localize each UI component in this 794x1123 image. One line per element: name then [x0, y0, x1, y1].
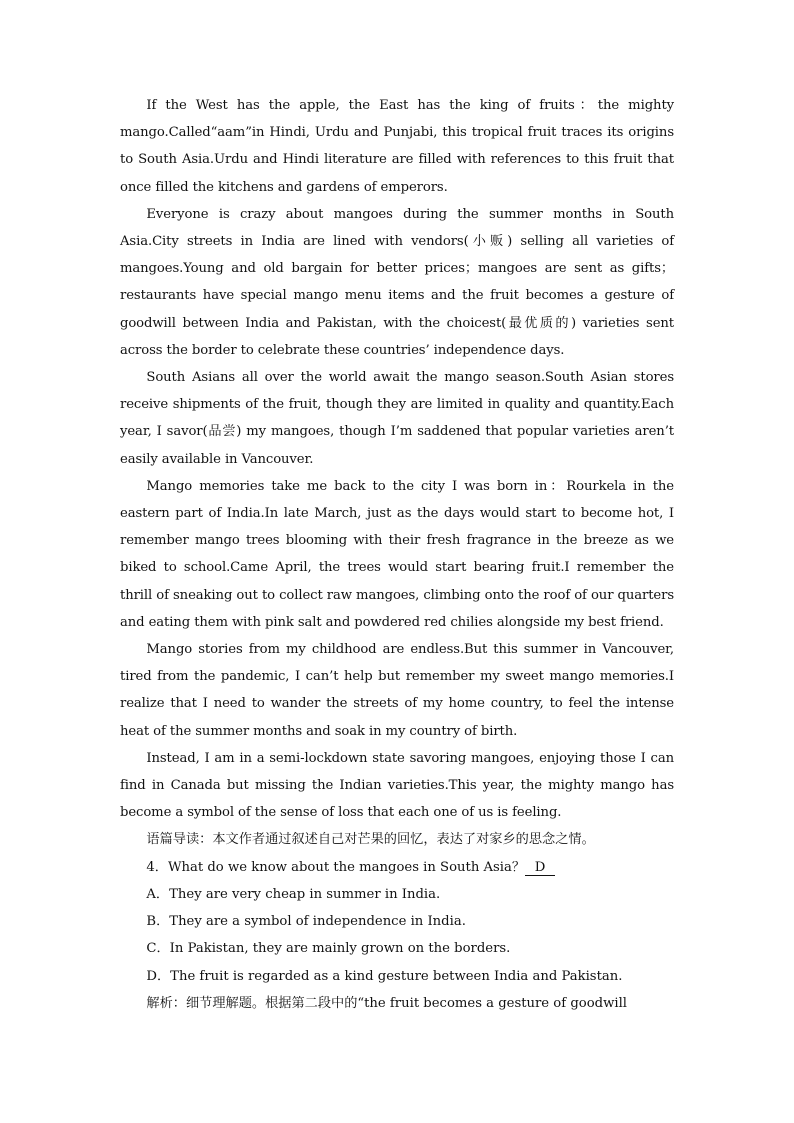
passage-paragraph-5: Mango stories from my childhood are endless.But this summer in Vancouver, tired from the pandemic, I can’t help but remember my sweet mango memories.I realize that I need to wander the streets of my home country, to feel the intense heat of the summer months and soak in my country of birth.	[120, 642, 674, 739]
reading-guide: 语篇导读：本文作者通过叙述自己对芒果的回忆，表达了对家乡的思念之情。	[146, 832, 595, 848]
analysis-text: 解析：细节理解题。根据第二段中的“the fruit becomes a gesture of goodwill	[146, 995, 628, 1011]
passage-paragraph-6: Instead, I am in a semi-lockdown state savoring mangoes, enjoying those I can find in Canada but missing the Indian varieties.This year, the mighty mango has become a symbol of the sense of loss that each one of us is feeling.	[120, 750, 674, 821]
option-d: D．The fruit is regarded as a kind gesture between India and Pakistan.	[146, 968, 623, 984]
option-a: A．They are very cheap in summer in India.	[146, 886, 441, 902]
passage-paragraph-1: If the West has the apple, the East has the king of fruits：the mighty mango.Called“aam”in Hindi, Urdu and Punjabi, this tropical fruit traces its origins to South Asia.Urdu and Hindi literature are filled with references to this fruit that once filled the kitchens and gardens of emperors.	[120, 98, 674, 195]
passage-paragraph-2: Everyone is crazy about mangoes during the summer months in South Asia.City streets in India are lined with vendors(小贩) selling all varieties of mangoes.Young and old bargain for better prices；mangoes are sent as gifts；restaurants have special mango menu items and the fruit becomes a gesture of goodwill between India and Pakistan, with the choicest(最优质的) varieties sent across the border to celebrate these countries’ independence days.	[120, 206, 674, 358]
passage-paragraph-3: South Asians all over the world await the mango season.South Asian stores receive shipments of the fruit, though they are limited in quality and quantity.Each year, I savor(品尝) my mangoes, though I’m saddened that popular varieties aren’t easily available in Vancouver.	[120, 370, 674, 467]
question-stem: 4．What do we know about the mangoes in South Asia？	[146, 859, 526, 875]
question-stem-line	[120, 854, 674, 881]
document-page	[120, 92, 674, 1017]
option-c: C．In Pakistan, they are mainly grown on the borders.	[146, 941, 511, 957]
answer-blank: D	[525, 861, 555, 876]
option-b: B．They are a symbol of independence in India.	[146, 914, 466, 930]
passage-paragraph-4: Mango memories take me back to the city I was born in：Rourkela in the eastern part of India.In late March, just as the days would start to become hot, I remember mango trees blooming with their fresh fragrance in the breeze as we biked to school.Came April, the trees would start bearing fruit.I remember the thrill of sneaking out to collect raw mangoes, climbing onto the roof of our quarters and eating them with pink salt and powdered red chilies alongside my best friend.	[120, 478, 674, 630]
